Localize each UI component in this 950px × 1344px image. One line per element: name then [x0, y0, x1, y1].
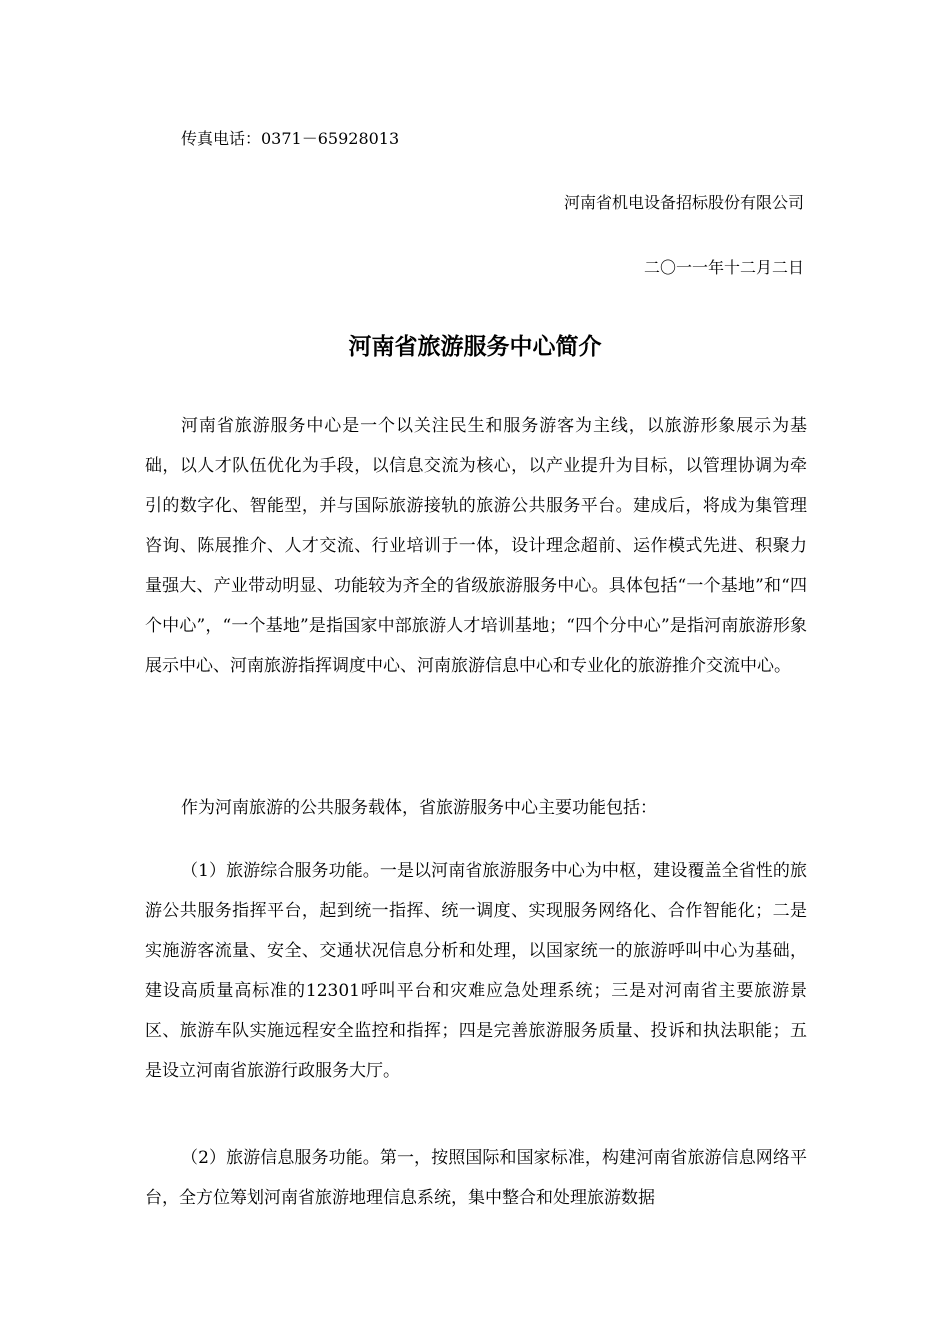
document-date: 二〇一一年十二月二日	[643, 258, 804, 277]
company-name: 河南省机电设备招标股份有限公司	[563, 193, 804, 212]
fax-number: 传真电话：0371－65928013	[181, 129, 400, 148]
paragraph-function-2: （2）旅游信息服务功能。第一，按照国际和国家标准，构建河南省旅游信息网络平台，全方位筹划河南省旅游地理信息系统，集中整合和处理旅游数据	[145, 1148, 807, 1208]
document-title: 河南省旅游服务中心简介	[348, 334, 602, 360]
paragraph-functions-lead: 作为河南旅游的公共服务载体，省旅游服务中心主要功能包括：	[181, 798, 657, 818]
paragraph-function-1: （1）旅游综合服务功能。一是以河南省旅游服务中心为中枢，建设覆盖全省性的旅游公共服务指挥平台，起到统一指挥、统一调度、实现服务网络化、合作智能化；二是实施游客流量、安全、交通状况信息分析和处理，以国家统一的旅游呼叫中心为基础，建设高质量高标准的12301呼叫平台和灾难应急处理系统；三是对河南省主要旅游景区、旅游车队实施远程安全监控和指挥；四是完善旅游服务质量、投诉和执法职能；五是设立河南省旅游行政服务大厅。	[145, 861, 807, 1081]
paragraph-intro: 河南省旅游服务中心是一个以关注民生和服务游客为主线，以旅游形象展示为基础，以人才队伍优化为手段，以信息交流为核心，以产业提升为目标，以管理协调为牵引的数字化、智能型，并与国际旅游接轨的旅游公共服务平台。建成后，将成为集管理咨询、陈展推介、人才交流、行业培训于一体，设计理念超前、运作模式先进、积聚力量强大、产业带动明显、功能较为齐全的省级旅游服务中心。具体包括“一个基地”和“四个中心”，“一个基地”是指国家中部旅游人才培训基地；“四个分中心”是指河南旅游形象展示中心、河南旅游指挥调度中心、河南旅游信息中心和专业化的旅游推介交流中心。	[145, 416, 807, 676]
